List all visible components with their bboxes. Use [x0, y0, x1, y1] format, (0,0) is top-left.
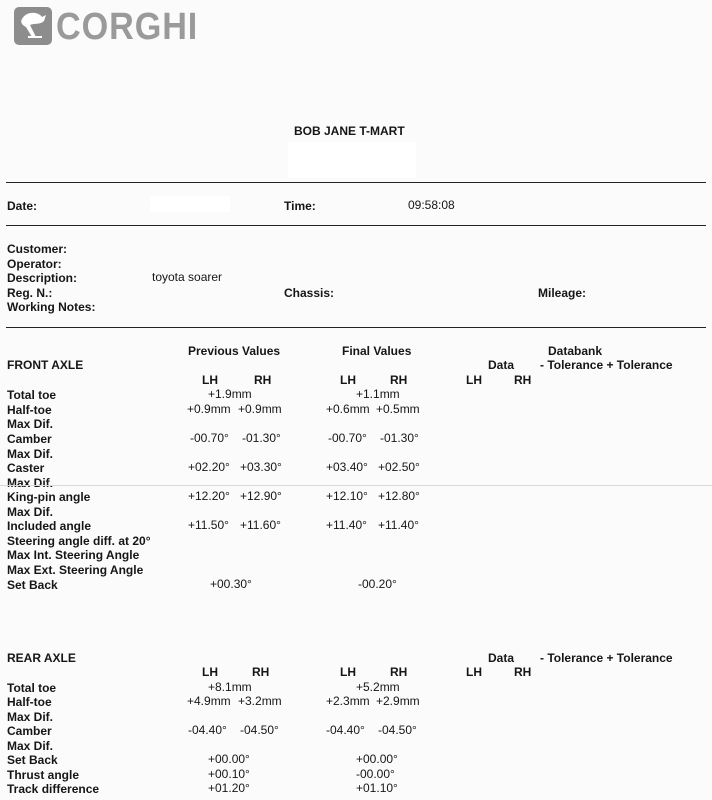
chassis-label: Chassis:	[284, 286, 335, 300]
rear-final-rh: +2.9mm	[376, 694, 420, 708]
front-axle-title: FRONT AXLE	[7, 358, 84, 372]
front-final-rh: +02.50°	[378, 460, 420, 474]
front-row-label: Half-toe	[7, 403, 52, 417]
redacted-date	[150, 196, 230, 212]
front-row-label: Steering angle diff. at 20°	[7, 534, 151, 548]
front-row-label: Max Dif.	[7, 417, 54, 431]
rear-row-label: Thrust angle	[7, 768, 80, 782]
customer-label: Customer:	[7, 242, 68, 256]
final-lh-heading: LH	[340, 373, 356, 387]
tolerance-heading: - Tolerance + Tolerance	[540, 358, 673, 372]
divider	[6, 182, 706, 183]
final-rh-heading: RH	[390, 665, 408, 679]
rear-final-total: -00.00°	[356, 767, 395, 781]
final-rh-heading: RH	[390, 373, 408, 387]
operator-label: Operator:	[7, 257, 62, 271]
rear-row-label: Track difference	[7, 782, 100, 796]
front-prev-lh: +02.20°	[188, 460, 230, 474]
final-lh-heading: LH	[340, 665, 356, 679]
time-label: Time:	[284, 199, 316, 213]
rear-prev-total: +01.20°	[208, 781, 250, 795]
front-prev-rh: +0.9mm	[238, 402, 282, 416]
corghi-bird-logo-icon	[14, 7, 52, 45]
rear-row-label: Total toe	[7, 681, 57, 695]
prev-rh-heading: RH	[252, 665, 270, 679]
databank-heading: Databank	[548, 344, 603, 358]
front-final-rh: -01.30°	[380, 431, 419, 445]
data-lh-heading: LH	[466, 665, 482, 679]
front-prev-total: +00.30°	[210, 577, 252, 591]
front-prev-total: +1.9mm	[208, 387, 252, 401]
rear-axle-title: REAR AXLE	[7, 651, 76, 665]
divider	[6, 327, 706, 328]
front-final-rh: +12.80°	[378, 489, 420, 503]
front-row-label: Total toe	[7, 388, 57, 402]
data-rh-heading: RH	[514, 665, 532, 679]
front-prev-lh: +0.9mm	[187, 402, 231, 416]
prev-lh-heading: LH	[202, 373, 218, 387]
rear-final-lh: +2.3mm	[326, 694, 370, 708]
front-prev-rh: +11.60°	[240, 518, 281, 532]
front-row-label: Max Dif.	[7, 447, 54, 461]
tolerance-heading: - Tolerance + Tolerance	[540, 651, 673, 665]
front-final-lh: +11.40°	[326, 518, 367, 532]
data-lh-heading: LH	[466, 373, 482, 387]
rear-prev-total: +00.00°	[208, 752, 250, 766]
rear-prev-rh: +3.2mm	[238, 694, 282, 708]
front-row-label: Set Back	[7, 578, 58, 592]
front-prev-rh: +03.30°	[240, 460, 282, 474]
front-row-label: Included angle	[7, 519, 92, 533]
front-final-lh: +0.6mm	[326, 402, 370, 416]
rear-prev-lh: +4.9mm	[187, 694, 231, 708]
front-final-total: +1.1mm	[356, 387, 400, 401]
previous-values-heading: Previous Values	[188, 344, 281, 358]
rear-prev-total: +8.1mm	[208, 680, 252, 694]
prev-rh-heading: RH	[254, 373, 272, 387]
front-prev-lh: -00.70°	[190, 431, 229, 445]
front-final-lh: -00.70°	[328, 431, 367, 445]
time-value: 09:58:08	[408, 198, 455, 212]
rear-prev-total: +00.10°	[208, 767, 250, 781]
front-row-label: Caster	[7, 461, 45, 475]
rear-prev-rh: -04.50°	[240, 723, 279, 737]
front-final-total: -00.20°	[358, 577, 397, 591]
front-row-label: Max Dif.	[7, 476, 54, 490]
front-final-rh: +0.5mm	[376, 402, 420, 416]
rear-final-lh: -04.40°	[326, 723, 365, 737]
reg-label: Reg. N.:	[7, 286, 53, 300]
final-values-heading: Final Values	[342, 344, 412, 358]
rear-final-total: +5.2mm	[356, 680, 400, 694]
front-prev-rh: +12.90°	[240, 489, 282, 503]
front-prev-lh: +11.50°	[188, 518, 229, 532]
data-rh-heading: RH	[514, 373, 532, 387]
rear-final-total: +00.00°	[356, 752, 398, 766]
description-value: toyota soarer	[152, 270, 223, 284]
front-prev-rh: -01.30°	[242, 431, 281, 445]
front-prev-lh: +12.20°	[188, 489, 230, 503]
front-final-lh: +03.40°	[326, 460, 368, 474]
front-row-label: Camber	[7, 432, 52, 446]
data-heading: Data	[488, 651, 515, 665]
prev-lh-heading: LH	[202, 665, 218, 679]
front-final-rh: +11.40°	[378, 518, 419, 532]
front-row-label: Max Dif.	[7, 505, 54, 519]
rear-final-total: +01.10°	[356, 781, 398, 795]
rear-row-label: Max Dif.	[7, 710, 54, 724]
divider	[6, 225, 706, 226]
corghi-logo-text: CORGHI	[56, 6, 199, 48]
redacted-address	[288, 142, 416, 178]
shop-name: BOB JANE T-MART	[294, 124, 405, 138]
data-heading: Data	[488, 358, 515, 372]
description-label: Description:	[7, 271, 78, 285]
front-row-label: Max Ext. Steering Angle	[7, 563, 144, 577]
date-label: Date:	[7, 199, 38, 213]
rear-row-label: Half-toe	[7, 695, 52, 709]
rear-final-rh: -04.50°	[378, 723, 417, 737]
working-notes-label: Working Notes:	[7, 300, 96, 314]
mileage-label: Mileage:	[538, 286, 587, 300]
front-row-label: Max Int. Steering Angle	[7, 548, 140, 562]
rear-row-label: Camber	[7, 724, 52, 738]
paper-fold-line	[0, 485, 712, 486]
rear-prev-lh: -04.40°	[188, 723, 227, 737]
rear-row-label: Max Dif.	[7, 739, 54, 753]
rear-row-label: Set Back	[7, 753, 58, 767]
front-final-lh: +12.10°	[326, 489, 368, 503]
front-row-label: King-pin angle	[7, 490, 91, 504]
